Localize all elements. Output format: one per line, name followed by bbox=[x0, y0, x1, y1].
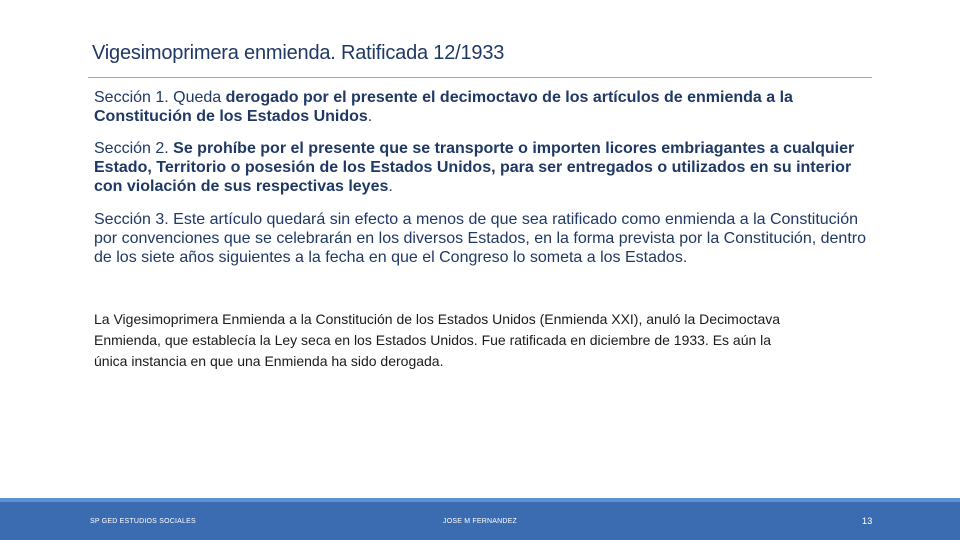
slide-number: 13 bbox=[862, 516, 873, 526]
section-2-lead: Sección 2. bbox=[94, 140, 174, 157]
section-1-lead: Sección 1. Queda bbox=[94, 89, 226, 106]
slide-title: Vigesimoprimera enmienda. Ratificada 12/1933 bbox=[92, 42, 505, 64]
section-1-tail: . bbox=[367, 108, 373, 125]
section-3: Sección 3. Este artículo quedará sin efecto a menos de que sea ratificado como enmienda a la Constitución por convenciones que se celebrarán en los diversos Estados, en la forma prevista por la Constitución, dentro de los siete años siguientes a la fecha en que el Congreso lo someta a los Estados. bbox=[94, 211, 866, 266]
section-2 bbox=[94, 139, 884, 196]
section-1-bold: derogado por el presente el decimoctavo de los artículos de enmienda a la Constitución de los Estados Unidos bbox=[94, 89, 793, 125]
footer-accent-band bbox=[0, 498, 960, 502]
footer-course: SP GED ESTUDIOS SOCIALES bbox=[90, 518, 196, 525]
footer-bar bbox=[0, 498, 960, 540]
section-1 bbox=[94, 88, 884, 126]
section-2-bold: Se prohíbe por el presente que se transporte o importen licores embriagantes a cualquier Estado, Territorio o posesión de los Estados Unidos, para ser entregados o utilizados en su interior con violación de sus respectivas leyes bbox=[94, 140, 855, 195]
section-2-tail: . bbox=[388, 178, 393, 195]
footer-author: JOSE M FERNANDEZ bbox=[443, 518, 517, 525]
title-divider bbox=[88, 77, 872, 78]
summary-note: La Vigesimoprimera Enmienda a la Constitución de los Estados Unidos (Enmienda XXI), anuló la Decimoctava Enmienda, que establecía la Ley seca en los Estados Unidos. Fue ratificada en diciembre de 1933. Es aún la única instancia en que una Enmienda ha sido derogada. bbox=[94, 311, 781, 369]
